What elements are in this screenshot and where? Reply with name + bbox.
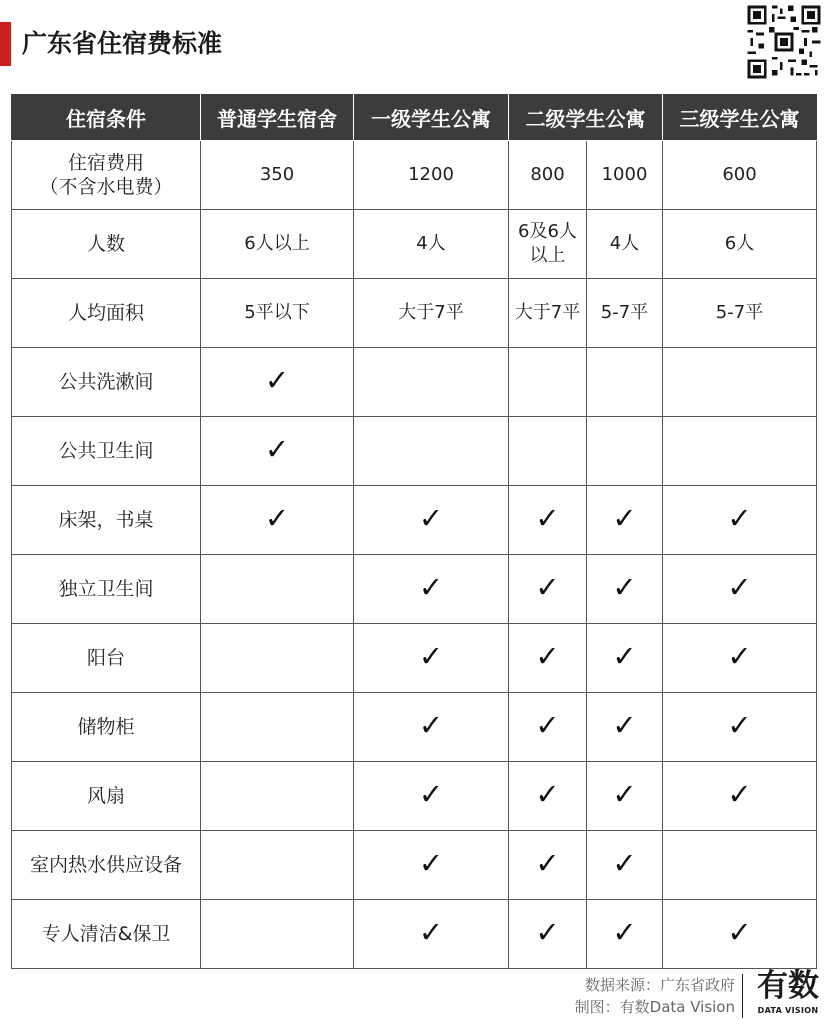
table-row bbox=[12, 831, 817, 900]
check-cell bbox=[663, 900, 817, 969]
empty-cell bbox=[354, 348, 509, 417]
table-row bbox=[12, 486, 817, 555]
check-icon: ✓ bbox=[418, 845, 444, 880]
check-icon: ✓ bbox=[612, 914, 637, 949]
cell-value: 4人 bbox=[354, 210, 509, 279]
check-icon: ✓ bbox=[727, 776, 752, 811]
check-icon: ✓ bbox=[727, 914, 752, 949]
check-icon: ✓ bbox=[418, 500, 444, 535]
check-icon: ✓ bbox=[535, 776, 560, 811]
footer-divider bbox=[742, 974, 743, 1018]
row-label-hot-water: 室内热水供应设备 bbox=[12, 831, 201, 900]
table-row bbox=[12, 762, 817, 831]
check-cell bbox=[354, 486, 509, 555]
check-cell bbox=[587, 555, 663, 624]
check-cell bbox=[354, 762, 509, 831]
check-cell bbox=[509, 900, 587, 969]
row-label-fee bbox=[12, 141, 201, 210]
table-row bbox=[12, 693, 817, 762]
cell-value bbox=[509, 210, 587, 279]
cell-value: 6人 bbox=[663, 210, 817, 279]
cell-value: 600 bbox=[663, 141, 817, 210]
cell-value: 5平以下 bbox=[201, 279, 354, 348]
check-icon: ✓ bbox=[727, 500, 752, 535]
brand-logo-subtitle: DATA VISION bbox=[757, 1006, 819, 1015]
check-icon: ✓ bbox=[418, 638, 444, 673]
cell-value: 1000 bbox=[587, 141, 663, 210]
check-cell bbox=[663, 555, 817, 624]
cell-value: 5-7平 bbox=[663, 279, 817, 348]
check-icon: ✓ bbox=[612, 845, 637, 880]
fee-label-line1: 住宿费用 bbox=[67, 152, 144, 174]
header-level3-apartment: 三级学生公寓 bbox=[663, 95, 817, 141]
check-icon: ✓ bbox=[535, 914, 560, 949]
check-cell bbox=[587, 900, 663, 969]
check-cell bbox=[201, 348, 354, 417]
accommodation-fee-table bbox=[11, 94, 817, 969]
cell-value: 大于7平 bbox=[509, 279, 587, 348]
title-accent-bar bbox=[0, 22, 11, 66]
row-label-washroom: 公共洗漱间 bbox=[12, 348, 201, 417]
check-icon: ✓ bbox=[418, 569, 444, 604]
table-row bbox=[12, 555, 817, 624]
check-cell bbox=[587, 624, 663, 693]
empty-cell bbox=[201, 555, 354, 624]
empty-cell bbox=[201, 900, 354, 969]
qr-code bbox=[745, 3, 823, 81]
cell-value: 1200 bbox=[354, 141, 509, 210]
people-level2a-line2: 以上 bbox=[529, 245, 566, 266]
row-label-public-toilet: 公共卫生间 bbox=[12, 417, 201, 486]
empty-cell bbox=[354, 417, 509, 486]
check-cell bbox=[354, 900, 509, 969]
check-icon: ✓ bbox=[612, 776, 637, 811]
check-icon: ✓ bbox=[418, 914, 444, 949]
check-cell bbox=[587, 831, 663, 900]
check-icon: ✓ bbox=[612, 707, 637, 742]
header-row bbox=[12, 95, 817, 141]
chart-credit: 制图：有数Data Vision bbox=[574, 998, 735, 1016]
check-icon: ✓ bbox=[535, 500, 560, 535]
check-icon: ✓ bbox=[264, 431, 290, 466]
check-icon: ✓ bbox=[727, 569, 752, 604]
empty-cell bbox=[587, 417, 663, 486]
check-cell bbox=[663, 693, 817, 762]
check-cell bbox=[587, 693, 663, 762]
page-title: 广东省住宿费标准 bbox=[22, 29, 223, 58]
header-level1-apartment: 一级学生公寓 bbox=[354, 95, 509, 141]
check-cell bbox=[509, 831, 587, 900]
empty-cell bbox=[201, 762, 354, 831]
header-ordinary-dorm: 普通学生宿舍 bbox=[201, 95, 354, 141]
fee-label-line2: （不含水电费） bbox=[39, 176, 173, 198]
check-cell bbox=[663, 762, 817, 831]
table-row bbox=[12, 210, 817, 279]
check-cell bbox=[201, 486, 354, 555]
check-icon: ✓ bbox=[612, 638, 637, 673]
check-cell bbox=[509, 624, 587, 693]
check-icon: ✓ bbox=[535, 569, 560, 604]
cell-value: 800 bbox=[509, 141, 587, 210]
check-icon: ✓ bbox=[418, 776, 444, 811]
check-cell bbox=[354, 555, 509, 624]
cell-value: 5-7平 bbox=[587, 279, 663, 348]
footer-credits bbox=[560, 974, 735, 1018]
cell-value: 大于7平 bbox=[354, 279, 509, 348]
empty-cell bbox=[587, 348, 663, 417]
check-icon: ✓ bbox=[535, 845, 560, 880]
row-label-bed-desk: 床架，书桌 bbox=[12, 486, 201, 555]
cell-value: 350 bbox=[201, 141, 354, 210]
empty-cell bbox=[663, 348, 817, 417]
check-cell bbox=[509, 762, 587, 831]
check-icon: ✓ bbox=[264, 362, 290, 397]
empty-cell bbox=[509, 417, 587, 486]
check-icon: ✓ bbox=[418, 707, 444, 742]
row-label-area: 人均面积 bbox=[12, 279, 201, 348]
table-row bbox=[12, 624, 817, 693]
table-row bbox=[12, 417, 817, 486]
check-icon: ✓ bbox=[535, 707, 560, 742]
header-condition: 住宿条件 bbox=[12, 95, 201, 141]
check-icon: ✓ bbox=[727, 707, 752, 742]
check-cell bbox=[663, 486, 817, 555]
check-cell bbox=[354, 624, 509, 693]
check-icon: ✓ bbox=[535, 638, 560, 673]
check-icon: ✓ bbox=[727, 638, 752, 673]
check-cell bbox=[587, 486, 663, 555]
empty-cell bbox=[663, 417, 817, 486]
check-cell bbox=[509, 486, 587, 555]
check-cell bbox=[509, 693, 587, 762]
empty-cell bbox=[663, 831, 817, 900]
header-level2-apartment: 二级学生公寓 bbox=[509, 95, 663, 141]
check-cell bbox=[663, 624, 817, 693]
data-source: 数据来源：广东省政府 bbox=[584, 976, 735, 994]
row-label-balcony: 阳台 bbox=[12, 624, 201, 693]
row-label-fan: 风扇 bbox=[12, 762, 201, 831]
table-row bbox=[12, 900, 817, 969]
table-row bbox=[12, 141, 817, 210]
empty-cell bbox=[201, 693, 354, 762]
cell-value: 6人以上 bbox=[201, 210, 354, 279]
row-label-private-toilet: 独立卫生间 bbox=[12, 555, 201, 624]
empty-cell bbox=[201, 624, 354, 693]
cell-value: 4人 bbox=[587, 210, 663, 279]
people-level2a-line1: 6及6人 bbox=[518, 221, 577, 242]
check-cell bbox=[509, 555, 587, 624]
row-label-cleaning: 专人清洁&保卫 bbox=[12, 900, 201, 969]
brand-logo: 有数 bbox=[757, 968, 819, 1004]
empty-cell bbox=[509, 348, 587, 417]
table-row bbox=[12, 279, 817, 348]
row-label-cabinet: 储物柜 bbox=[12, 693, 201, 762]
check-icon: ✓ bbox=[612, 569, 637, 604]
check-cell bbox=[354, 831, 509, 900]
check-cell bbox=[354, 693, 509, 762]
check-cell bbox=[587, 762, 663, 831]
check-cell bbox=[201, 417, 354, 486]
check-icon: ✓ bbox=[612, 500, 637, 535]
empty-cell bbox=[201, 831, 354, 900]
row-label-people: 人数 bbox=[12, 210, 201, 279]
table-row bbox=[12, 348, 817, 417]
check-icon: ✓ bbox=[264, 500, 290, 535]
